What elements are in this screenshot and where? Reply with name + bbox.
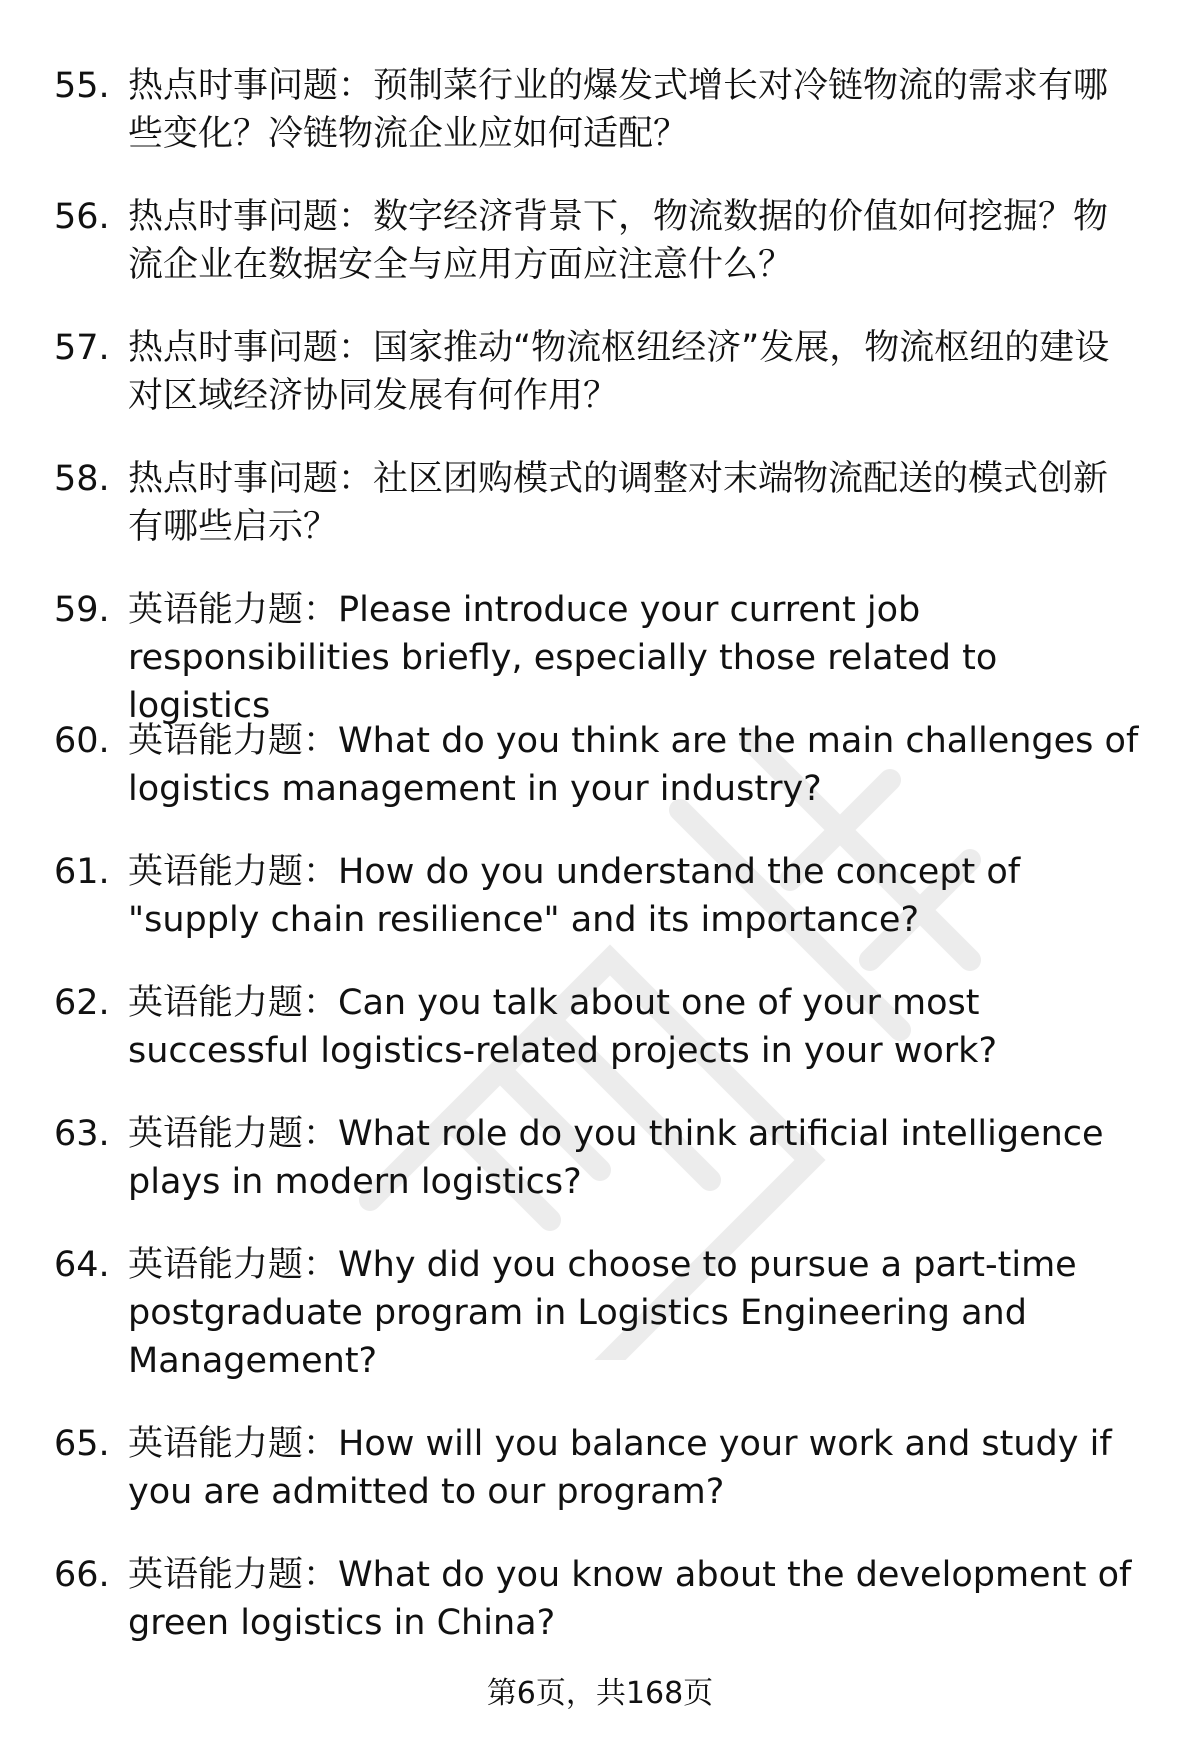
question-body: 热点时事问题：数字经济背景下，物流数据的价值如何挖掘？物流企业在数据安全与应用方面应注意什么？ [128, 197, 1109, 285]
question-category: 英语能力题 [128, 1424, 304, 1464]
question-body: 热点时事问题：国家推动“物流枢纽经济”发展，物流枢纽的建设对区域经济协同发展有何作用？ [128, 328, 1110, 416]
question-text: What do you think are the main challenges of logistics management in your industry? [128, 721, 1139, 809]
question-number: 55. [54, 66, 110, 106]
question-category: 热点时事问题 [128, 328, 339, 368]
question-body: 英语能力题：What do you think are the main challenges of logistics management in your industry? [128, 721, 1139, 809]
question-category: 英语能力题 [128, 590, 304, 630]
question-text: Please introduce your current job responsibilities briefly, especially those related to logistics [128, 590, 998, 726]
question-text: 国家推动“物流枢纽经济”发展，物流枢纽的建设对区域经济协同发展有何作用？ [128, 328, 1110, 416]
question-body: 英语能力题：Please introduce your current job responsibilities briefly, especially those related to logistics [128, 590, 998, 726]
question-text: 社区团购模式的调整对末端物流配送的模式创新有哪些启示？ [128, 459, 1109, 547]
question-number: 59. [54, 590, 110, 630]
question-text: What role do you think artificial intelligence plays in modern logistics? [128, 1114, 1104, 1202]
question-category: 英语能力题 [128, 983, 304, 1023]
question-body: 英语能力题：Why did you choose to pursue a part-time postgraduate program in Logistics Engineering and Management? [128, 1245, 1077, 1381]
question-body: 英语能力题：How do you understand the concept of "supply chain resilience" and its importance? [128, 852, 1021, 940]
question-number: 57. [54, 328, 110, 368]
question-text: How do you understand the concept of "supply chain resilience" and its importance? [128, 852, 1021, 940]
question-category: 热点时事问题 [128, 459, 339, 499]
question-number: 65. [54, 1424, 110, 1464]
question-category: 英语能力题 [128, 852, 304, 892]
question-body: 热点时事问题：预制菜行业的爆发式增长对冷链物流的需求有哪些变化？冷链物流企业应如何适配？ [128, 66, 1109, 154]
question-text: How will you balance your work and study if you are admitted to our program? [128, 1424, 1112, 1512]
question-category: 热点时事问题 [128, 66, 339, 106]
question-category: 热点时事问题 [128, 197, 339, 237]
question-text: 预制菜行业的爆发式增长对冷链物流的需求有哪些变化？冷链物流企业应如何适配？ [128, 66, 1109, 154]
page-footer: 第6页，共168页 [486, 1676, 714, 1711]
question-number: 64. [54, 1245, 110, 1285]
question-text: What do you know about the development of green logistics in China? [128, 1555, 1132, 1643]
question-text: Can you talk about one of your most successful logistics-related projects in your work? [128, 983, 998, 1071]
question-number: 58. [54, 459, 110, 499]
question-category: 英语能力题 [128, 1114, 304, 1154]
question-number: 63. [54, 1114, 110, 1154]
question-body: 英语能力题：What do you know about the development of green logistics in China? [128, 1555, 1132, 1643]
question-body: 英语能力题：What role do you think artificial intelligence plays in modern logistics? [128, 1114, 1104, 1202]
question-number: 66. [54, 1555, 110, 1595]
question-number: 60. [54, 721, 110, 761]
question-body: 英语能力题：How will you balance your work and study if you are admitted to our program? [128, 1424, 1112, 1512]
question-number: 62. [54, 983, 110, 1023]
question-category: 英语能力题 [128, 1245, 304, 1285]
question-category: 英语能力题 [128, 1555, 304, 1595]
question-text: Why did you choose to pursue a part-time postgraduate program in Logistics Engineering and Management? [128, 1245, 1077, 1381]
question-body: 英语能力题：Can you talk about one of your most successful logistics-related projects in your work? [128, 983, 998, 1071]
question-category: 英语能力题 [128, 721, 304, 761]
question-text: 数字经济背景下，物流数据的价值如何挖掘？物流企业在数据安全与应用方面应注意什么？ [128, 197, 1109, 285]
question-body: 热点时事问题：社区团购模式的调整对末端物流配送的模式创新有哪些启示？ [128, 459, 1109, 547]
question-number: 56. [54, 197, 110, 237]
question-number: 61. [54, 852, 110, 892]
